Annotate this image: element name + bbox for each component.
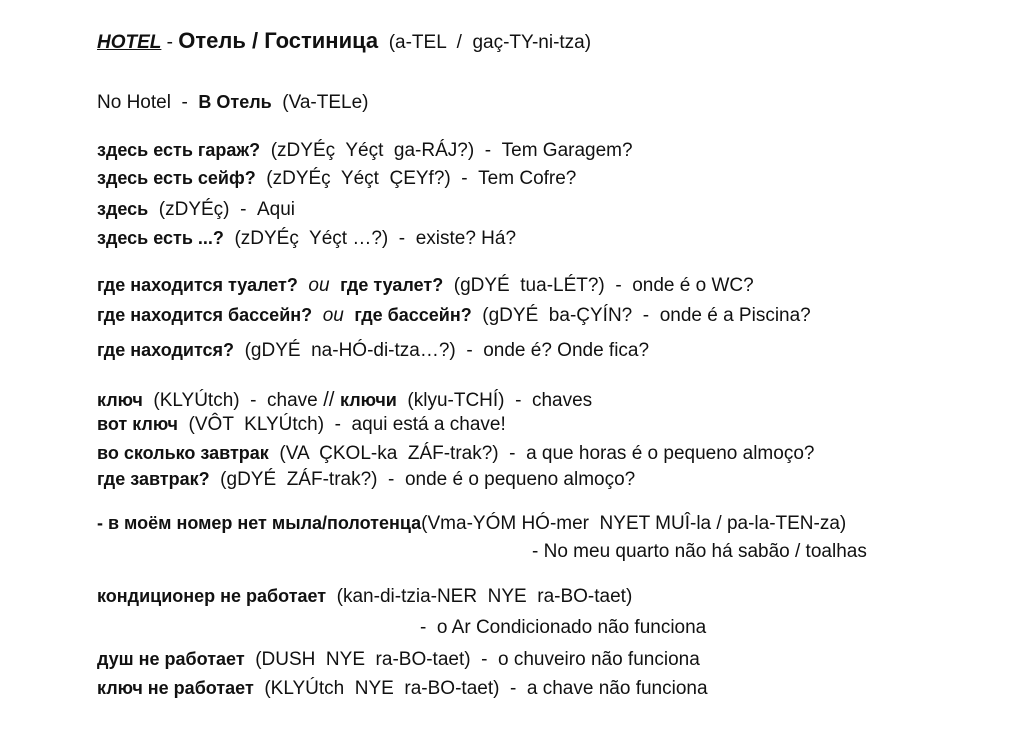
portuguese-text: Aqui: [256, 199, 295, 220]
separator: -: [498, 443, 527, 464]
separator: -: [504, 390, 532, 411]
pronunciation: (kan-di-tzia-NER NYE ra-BO-taet): [326, 586, 633, 607]
separator: -: [470, 649, 499, 670]
portuguese-text: onde é? Onde fica?: [483, 340, 650, 361]
pronunciation: (zDYÉç Yéçt ga-RÁJ?): [260, 140, 475, 161]
title-pronunciation: (a-TEL / gaç-TY-ni-tza): [378, 32, 592, 53]
russian-text: во сколько завтрак: [97, 443, 269, 463]
phrase-where: [97, 339, 649, 362]
separator: -: [324, 414, 352, 435]
title-english: HOTEL: [97, 32, 162, 53]
phrase-shower: [97, 648, 700, 671]
phrase-no-hotel: [97, 91, 368, 114]
phrase-ac-translation: [420, 617, 706, 639]
pronunciation: (zDYÉç): [148, 199, 230, 220]
pronunciation: (KLYÚtch NYE ra-BO-taet): [253, 678, 500, 699]
russian-text: душ не работает: [97, 649, 245, 669]
phrase-toilet: [97, 274, 754, 297]
portuguese-text: existe? Há?: [415, 228, 517, 249]
pronunciation: (VA ÇKOL-ka ZÁF-trak?): [268, 443, 499, 464]
separator: -: [474, 140, 502, 161]
phrase-exists: [97, 227, 516, 250]
phrase-here-key: [97, 413, 506, 436]
pronunciation: (zDYÉç Yéçt ÇEYf?): [255, 168, 451, 189]
portuguese-text-keys: chaves: [531, 390, 593, 411]
phrase-safe: [97, 167, 576, 190]
russian-text: - в моём номер нет мыла/полотенца: [97, 513, 422, 533]
phrase-key-broken: [97, 677, 708, 700]
portuguese-text: o chuveiro não funciona: [498, 649, 700, 670]
double-slash: //: [317, 389, 340, 411]
russian-text: где находится?: [97, 340, 235, 360]
separator: -: [229, 199, 257, 220]
pronunciation: (VÔT KLYÚtch): [178, 414, 325, 435]
russian-text-key: ключ: [97, 390, 143, 410]
phrase-soap: [97, 512, 846, 535]
pronunciation: (Vma-YÓM HÓ-mer NYET MUÎ-la / pa-la-TEN-za): [421, 513, 847, 534]
separator: -: [455, 340, 484, 361]
portuguese-text: a que horas é o pequeno almoço?: [526, 443, 815, 464]
phrase-soap-translation: [532, 541, 867, 563]
phrase-key: [97, 389, 592, 412]
portuguese-text: Tem Cofre?: [478, 168, 577, 189]
separator: -: [377, 469, 405, 490]
separator: -: [388, 228, 416, 249]
portuguese-text: - No meu quarto não há sabão / toalhas: [532, 541, 867, 562]
portuguese-text: onde é a Piscina?: [659, 305, 811, 326]
or-word: ou: [312, 305, 355, 326]
pronunciation: (zDYÉç Yéçt …?): [223, 228, 389, 249]
russian-text-long: где находится бассейн?: [97, 305, 313, 325]
separator: -: [239, 390, 268, 411]
russian-text: В Отель: [198, 92, 272, 112]
separator: -: [499, 678, 527, 699]
portuguese-text: Tem Garagem?: [501, 140, 633, 161]
russian-text: ключ не работает: [97, 678, 254, 698]
pronunciation: (gDYÉ tua-LÉT?): [443, 275, 605, 296]
separator: -: [604, 275, 633, 296]
russian-text: здесь: [97, 199, 149, 219]
russian-text: здесь есть сейф?: [97, 168, 256, 188]
portuguese-text: aqui está a chave!: [351, 414, 506, 435]
title-separator: -: [161, 32, 179, 53]
title-russian-hotel: Отель: [178, 28, 246, 53]
pronunciation: (gDYÉ ZÁF-trak?): [209, 469, 378, 490]
portuguese-text: No Hotel: [97, 92, 171, 113]
pronunciation: (gDYÉ na-HÓ-di-tza…?): [234, 340, 456, 361]
russian-text-long: где находится туалет?: [97, 275, 298, 295]
portuguese-text: - o Ar Condicionado não funciona: [420, 617, 707, 638]
separator: -: [632, 305, 660, 326]
pronunciation-keys: (klyu-TCHÍ): [396, 390, 505, 411]
russian-text: кондиционер не работает: [97, 586, 327, 606]
portuguese-text-key: chave: [267, 390, 318, 411]
pronunciation: (gDYÉ ba-ÇYÍN?: [471, 305, 633, 326]
russian-text-short: где бассейн?: [354, 305, 472, 325]
phrase-breakfast-where: [97, 468, 635, 491]
phrase-breakfast-time: [97, 442, 814, 465]
portuguese-text: onde é o pequeno almoço?: [404, 469, 636, 490]
phrase-pool: [97, 304, 811, 327]
phrase-here: [97, 198, 295, 221]
pronunciation: (DUSH NYE ra-BO-taet): [244, 649, 471, 670]
russian-text: здесь есть гараж?: [97, 140, 261, 160]
russian-text: здесь есть ...?: [97, 228, 224, 248]
phrase-ac: [97, 585, 632, 608]
title-russian-inn: Гостиница: [264, 28, 379, 53]
pronunciation: (Va-TELe): [271, 92, 369, 113]
phrase-garage: [97, 139, 633, 162]
title-slash: /: [245, 28, 265, 53]
russian-text: где завтрак?: [97, 469, 210, 489]
title-line: [97, 28, 591, 56]
portuguese-text: a chave não funciona: [526, 678, 708, 699]
pronunciation-key: (KLYÚtch): [142, 390, 240, 411]
or-word: ou: [297, 275, 341, 296]
russian-text: вот ключ: [97, 414, 178, 434]
russian-text-short: где туалет?: [340, 275, 444, 295]
russian-text-keys: ключи: [339, 390, 397, 410]
portuguese-text: onde é o WC?: [632, 275, 754, 296]
separator: -: [450, 168, 479, 189]
separator: -: [170, 92, 199, 113]
